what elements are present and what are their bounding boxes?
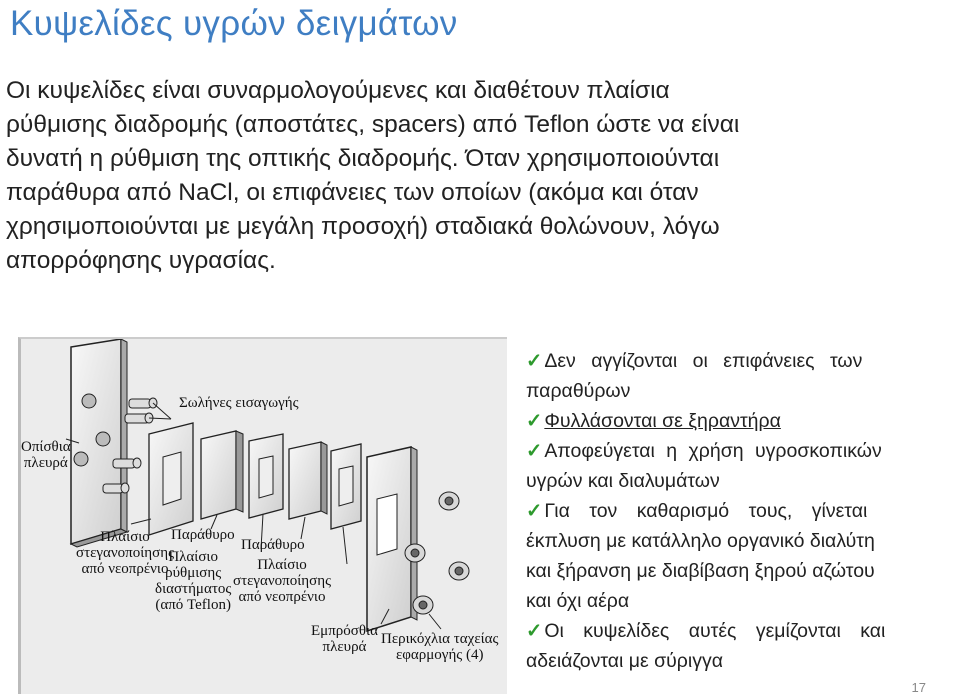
bullet-item (526, 406, 956, 436)
intro-line: παράθυρα από NaCl, οι επιφάνειες των οποίων (ακόμα και όταν (6, 179, 699, 206)
window-right (289, 442, 327, 519)
label-spacer-frame: Πλαίσιο ρύθμισης διαστήματος (από Teflon) (155, 549, 232, 613)
bullet-item (526, 496, 956, 616)
label-caps: Περικόχλια ταχείας εφαρμογής (4) (381, 631, 499, 663)
label-gasket-left: Πλαίσιο στεγανοποίησης από νεοπρένιο (76, 529, 175, 577)
bullet-text-cont: αδειάζονται με σύριγγα (526, 650, 724, 672)
slide-title: Κυψελίδες υγρών δειγμάτων (10, 4, 458, 43)
bullet-item (526, 346, 956, 406)
check-icon: ✓ (526, 410, 543, 432)
label-gasket-right: Πλαίσιο στεγανοποίησης από νεοπρένιο (233, 557, 332, 605)
bullet-text-cont: υγρών και διαλυμάτων (526, 470, 720, 492)
label-back-side: Οπίσθια πλευρά (21, 439, 71, 471)
liquid-cell-exploded-diagram (18, 337, 507, 694)
front-plate (367, 447, 417, 631)
intro-line: χρησιμοποιούνται με μεγάλη προσοχή) σταδιακά θολώνουν, λόγω (6, 213, 720, 240)
bullet-text: Για τον καθαρισμό τους, γίνεται (544, 500, 868, 522)
intro-line: απορρόφησης υγρασίας. (6, 247, 276, 274)
bullet-item (526, 436, 956, 496)
bullet-item (526, 616, 956, 676)
intro-line: Οι κυψελίδες είναι συναρμολογούμενες και διαθέτουν πλαίσια (6, 77, 670, 104)
window-left (201, 431, 243, 519)
label-inlet-tubes: Σωλήνες εισαγωγής (179, 395, 299, 411)
check-icon: ✓ (526, 500, 543, 522)
slide-number: 17 (911, 680, 926, 695)
intro-paragraph (6, 74, 954, 278)
gasket-frame-left (149, 423, 193, 535)
check-icon: ✓ (526, 620, 543, 642)
check-icon: ✓ (526, 440, 543, 462)
bullet-list (526, 346, 956, 676)
spacer-frame (249, 434, 283, 518)
bullet-text: Δεν αγγίζονται οι επιφάνειες των (544, 350, 863, 372)
label-window-right: Παράθυρο (241, 537, 305, 553)
bullet-text: Οι κυψελίδες αυτές γεμίζονται και (544, 620, 886, 642)
bullet-text-cont: παραθύρων (526, 380, 631, 402)
intro-line: ρύθμισης διαδρομής (αποστάτες, spacers) από Teflon ώστε να είναι (6, 111, 740, 138)
label-window-left: Παράθυρο (171, 527, 235, 543)
bullet-text: Φυλλάσονται σε ξηραντήρα (544, 410, 781, 432)
intro-line: δυνατή η ρύθμιση της οπτικής διαδρομής. Όταν χρησιμοποιούνται (6, 145, 720, 172)
back-plate (71, 339, 157, 547)
bullet-text-cont: έκπλυση με κατάλληλο οργανικό διαλύτη και ξήρανση με διαβίβαση ξηρού αζώτου και όχι αέρα (526, 530, 875, 612)
label-front-side: Εμπρόσθια πλευρά (311, 623, 378, 655)
bullet-text: Αποφεύγεται η χρήση υγροσκοπικών (544, 440, 882, 462)
check-icon: ✓ (526, 350, 543, 372)
gasket-frame-right (331, 444, 361, 529)
